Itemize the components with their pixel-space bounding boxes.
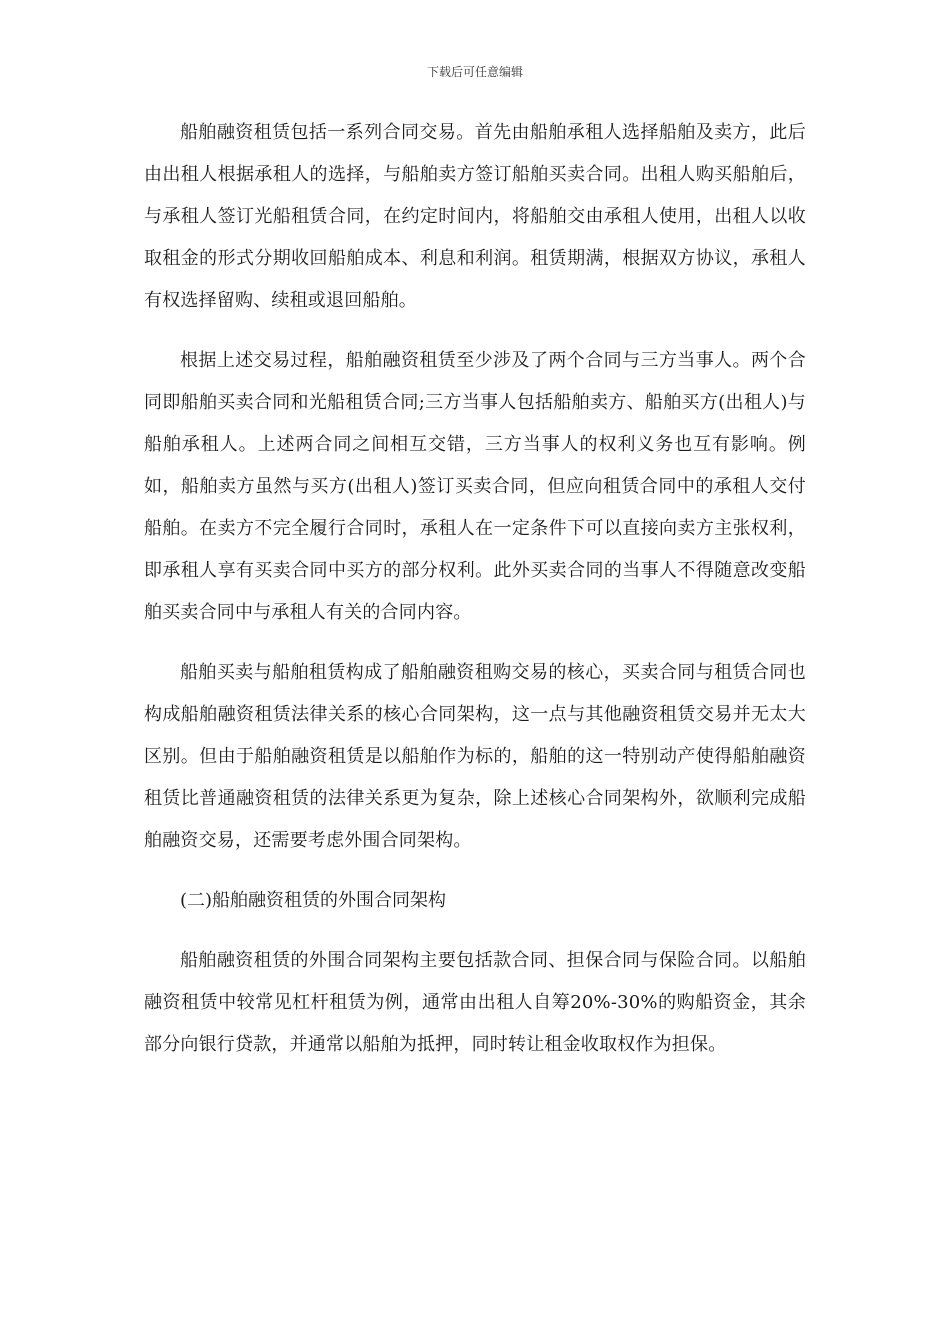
document-body [144, 112, 806, 1066]
section-heading: (二)船舶融资租赁的外围合同架构 [180, 890, 447, 911]
paragraph-1: 船舶融资租赁包括一系列合同交易。首先由船舶承租人选择船舶及卖方，此后由出租人根据承租人的选择，与船舶卖方签订船舶买卖合同。出租人购买船舶后，与承租人签订光船租赁合同，在约定时间内，将船舶交由承租人使用，出租人以收取租金的形式分期收回船舶成本、利息和利润。租赁期满，根据双方协议，承租人有权选择留购、续租或退回船舶。 [144, 122, 806, 311]
paragraph-3: 船舶买卖与船舶租赁构成了船舶融资租购交易的核心，买卖合同与租赁合同也构成船舶融资租赁法律关系的核心合同架构，这一点与其他融资租赁交易并无太大区别。但由于船舶融资租赁是以船舶作为标的，船舶的这一特别动产使得船舶融资租赁比普通融资租赁的法律关系更为复杂，除上述核心合同架构外，欲顺利完成船舶融资交易，还需要考虑外围合同架构。 [144, 662, 806, 851]
paragraph-4: 船舶融资租赁的外围合同架构主要包括款合同、担保合同与保险合同。以船舶融资租赁中较常见杠杆租赁为例，通常由出租人自筹20%-30%的购船资金，其余部分向银行贷款，并通常以船舶为抵押，同时转让租金收取权作为担保。 [144, 950, 806, 1055]
paragraph-2: 根据上述交易过程，船舶融资租赁至少涉及了两个合同与三方当事人。两个合同即船舶买卖合同和光船租赁合同;三方当事人包括船舶卖方、船舶买方(出租人)与船舶承租人。上述两合同之间相互交错，三方当事人的权利义务也互有影响。例如，船舶卖方虽然与买方(出租人)签订买卖合同，但应向租赁合同中的承租人交付船舶。在卖方不完全履行合同时，承租人在一定条件下可以直接向卖方主张权利，即承租人享有买卖合同中买方的部分权利。此外买卖合同的当事人不得随意改变船舶买卖合同中与承租人有关的合同内容。 [144, 350, 806, 623]
page-header: 下载后可任意编辑 [426, 65, 523, 79]
